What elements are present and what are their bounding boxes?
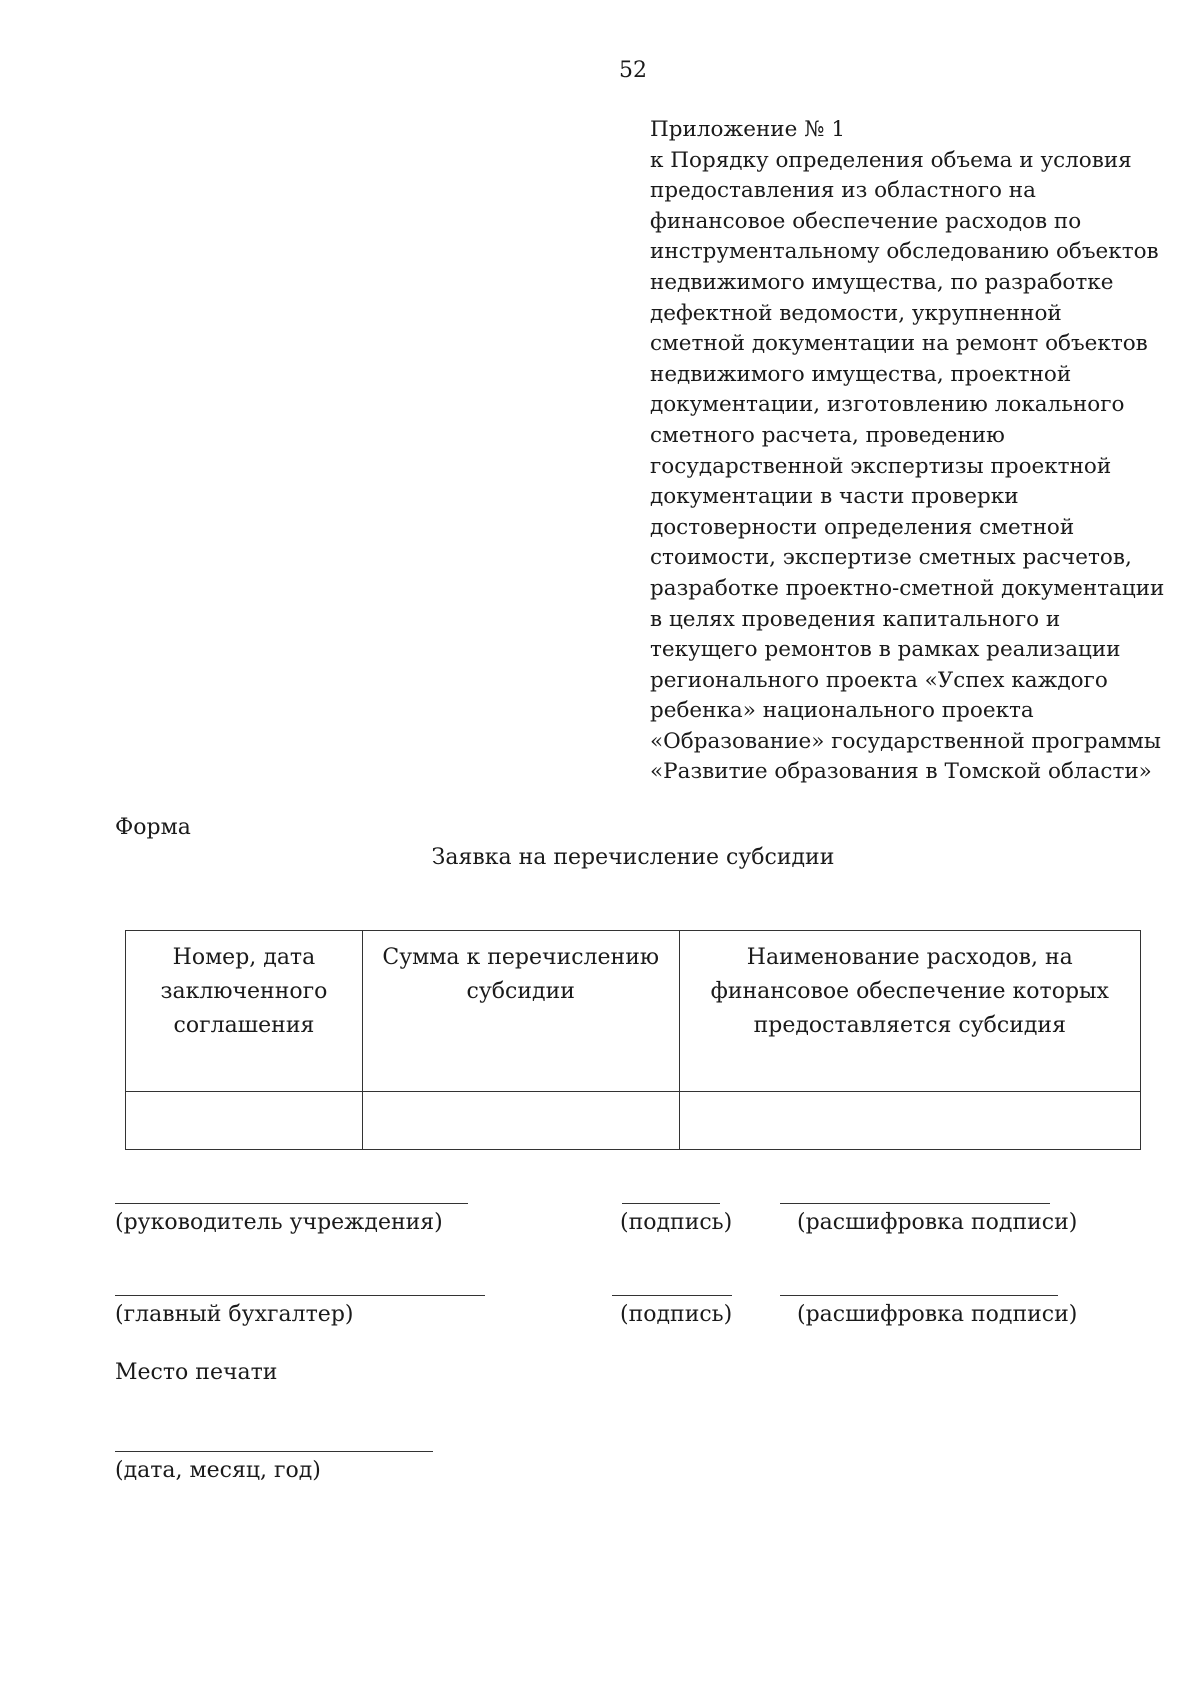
appendix-line: текущего ремонтов в рамках реализации [650, 637, 1121, 663]
accountant-caption: (главный бухгалтер) [115, 1302, 354, 1327]
appendix-block [650, 115, 1170, 788]
table-header-row [126, 931, 1141, 1092]
appendix-line: государственной экспертизы проектной [650, 453, 1112, 479]
appendix-line: инструментальному обследованию объектов [650, 239, 1159, 265]
appendix-line: ребенка» национального проекта [650, 698, 1034, 724]
header-expenses [679, 931, 1140, 1092]
appendix-line: «Образование» государственной программы [650, 728, 1161, 754]
table-cell[interactable] [126, 1092, 363, 1150]
appendix-title: Приложение № 1 [650, 117, 846, 142]
accountant-name-line[interactable] [115, 1295, 485, 1296]
header-agreement [126, 931, 363, 1092]
appendix-line: недвижимого имущества, по разработке [650, 269, 1114, 295]
appendix-line: достоверности определения сметной [650, 514, 1075, 540]
page-number: 52 [619, 58, 647, 83]
header-line: соглашения [173, 1013, 315, 1038]
header-line: заключенного [160, 979, 328, 1004]
appendix-line: дефектной ведомости, укрупненной [650, 300, 1062, 326]
form-title: Заявка на перечисление субсидии [431, 845, 835, 870]
appendix-line: сметной документации на ремонт объектов [650, 331, 1148, 357]
accountant-transcript-caption: (расшифровка подписи) [797, 1302, 1078, 1327]
appendix-line: документации в части проверки [650, 484, 1019, 510]
appendix-line: недвижимого имущества, проектной [650, 361, 1072, 387]
director-signature-caption: (подпись) [620, 1210, 733, 1235]
accountant-signature-line[interactable] [612, 1295, 732, 1296]
header-amount [362, 931, 679, 1092]
director-name-line[interactable] [115, 1203, 468, 1204]
director-transcript-caption: (расшифровка подписи) [797, 1210, 1078, 1235]
appendix-line: сметного расчета, проведению [650, 422, 1005, 448]
accountant-transcript-line[interactable] [780, 1295, 1058, 1296]
table-cell[interactable] [362, 1092, 679, 1150]
header-line: Номер, дата [172, 945, 316, 970]
appendix-line: регионального проекта «Успех каждого [650, 667, 1108, 693]
stamp-label: Место печати [115, 1360, 278, 1385]
appendix-line: предоставления из областного на [650, 178, 1036, 204]
director-caption: (руководитель учреждения) [115, 1210, 443, 1235]
appendix-line: к Порядку определения объема и условия [650, 147, 1132, 173]
header-line: финансовое обеспечение которых [710, 979, 1109, 1004]
date-caption: (дата, месяц, год) [115, 1458, 321, 1483]
appendix-line: стоимости, экспертизе сметных расчетов, [650, 545, 1132, 571]
table-cell[interactable] [679, 1092, 1140, 1150]
appendix-line: документации, изготовлению локального [650, 392, 1125, 418]
request-table [125, 930, 1141, 1150]
director-transcript-line[interactable] [780, 1203, 1050, 1204]
director-signature-line[interactable] [622, 1203, 720, 1204]
header-line: субсидии [466, 979, 575, 1004]
header-line: Сумма к перечислению [382, 945, 660, 970]
appendix-line: в целях проведения капитального и [650, 606, 1061, 632]
accountant-signature-caption: (подпись) [620, 1302, 733, 1327]
date-line[interactable] [115, 1451, 433, 1452]
form-label: Форма [115, 815, 191, 840]
header-line: Наименование расходов, на [746, 945, 1073, 970]
header-line: предоставляется субсидия [753, 1013, 1066, 1038]
appendix-line: «Развитие образования в Томской области» [650, 759, 1152, 785]
table-row [126, 1092, 1141, 1150]
appendix-line: разработке проектно-сметной документации [650, 575, 1165, 601]
appendix-line: финансовое обеспечение расходов по [650, 208, 1082, 234]
